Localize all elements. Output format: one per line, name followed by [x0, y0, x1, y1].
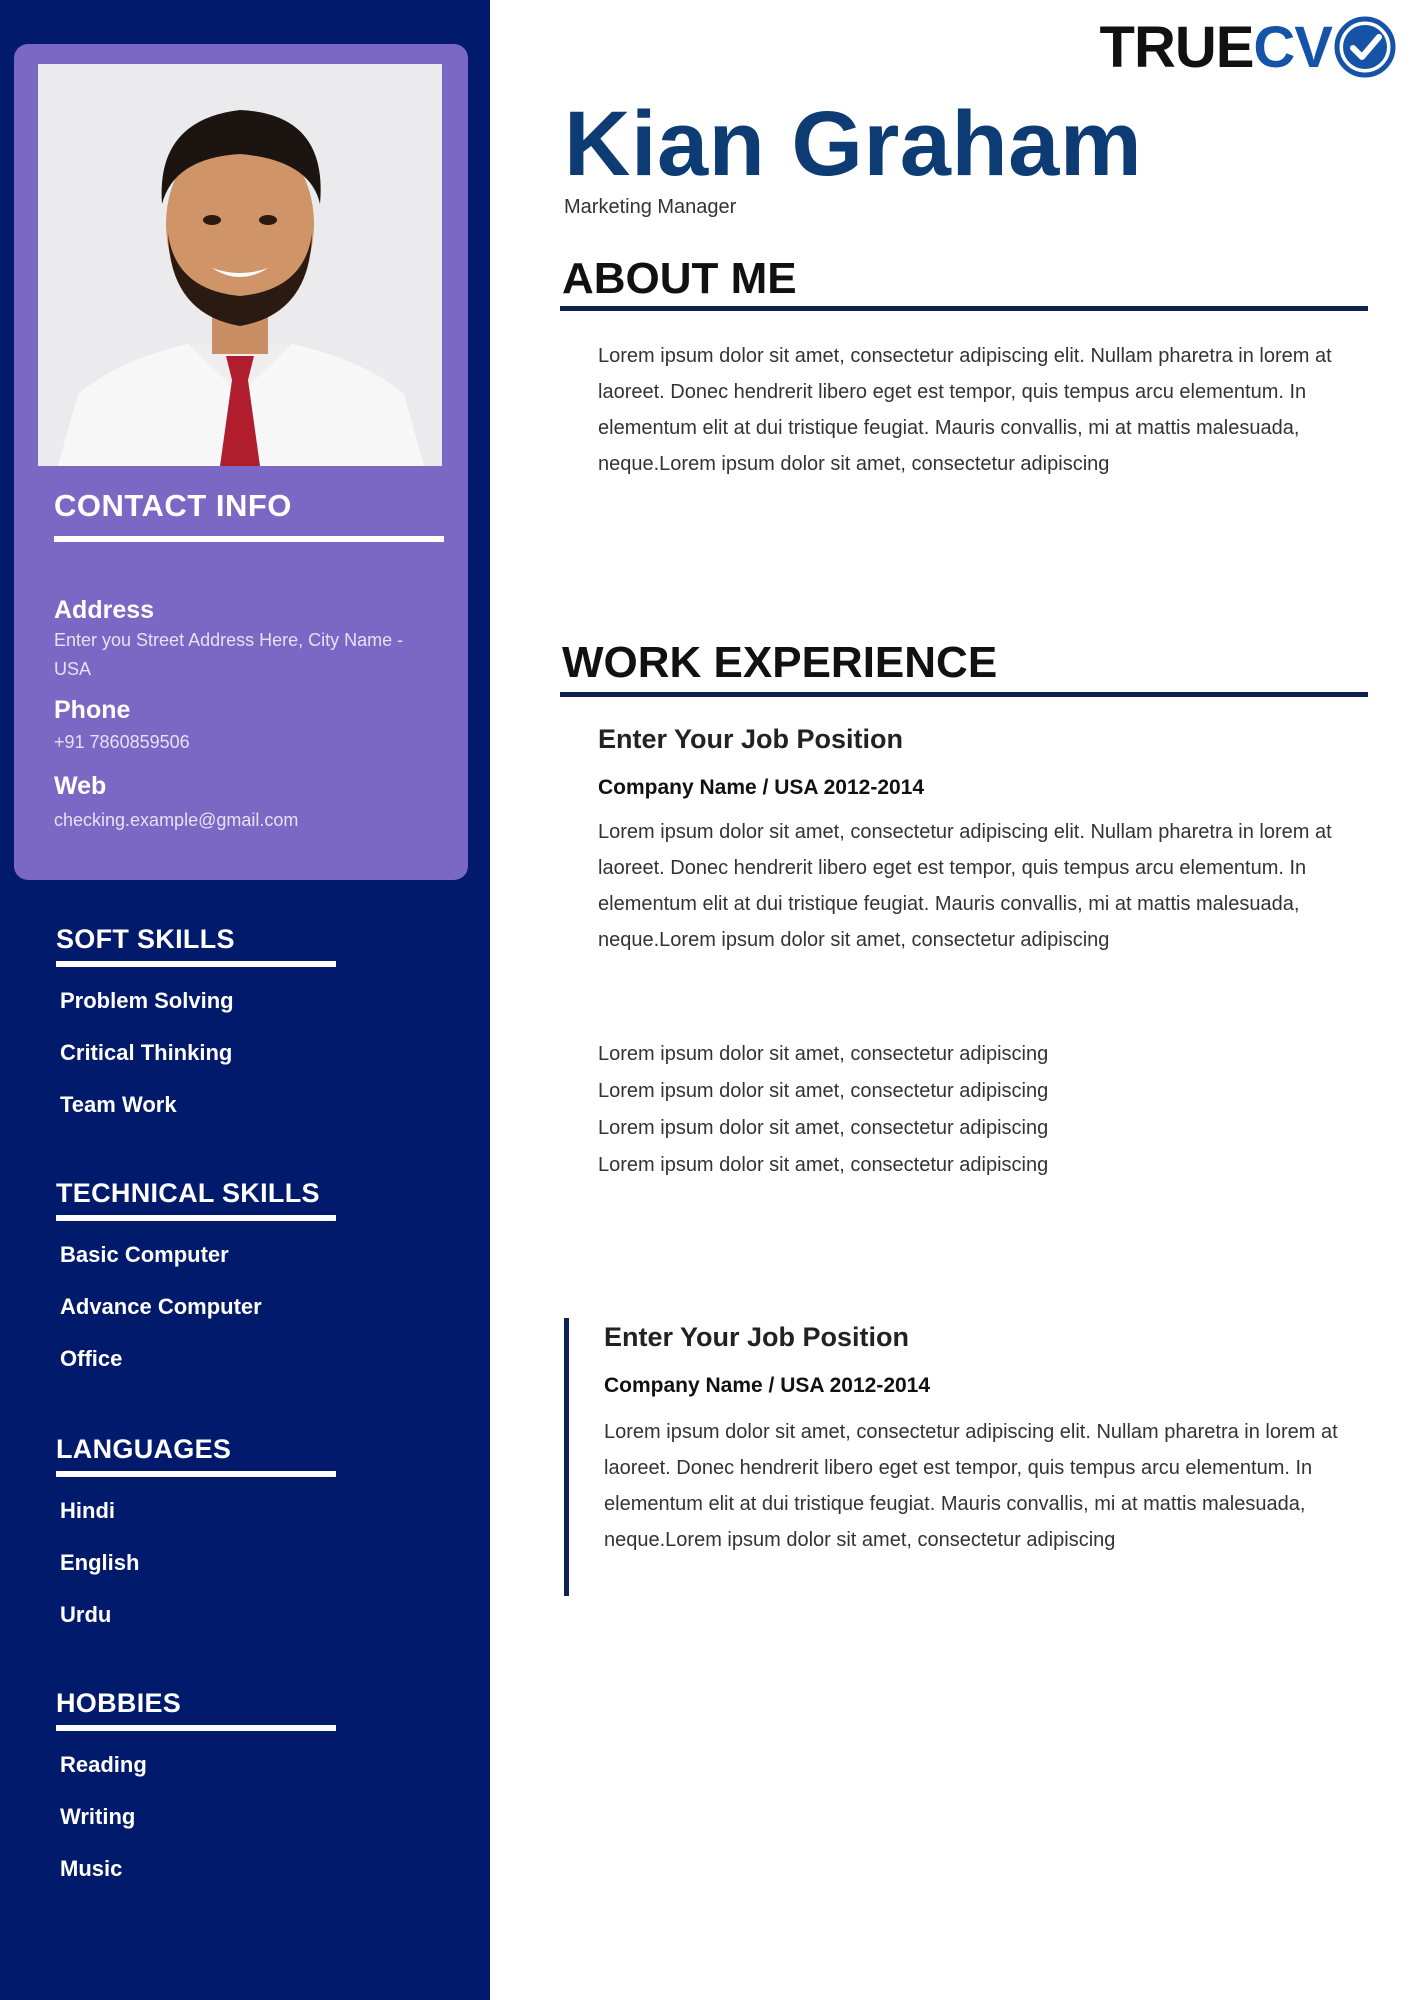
soft-skills-section [56, 924, 336, 1131]
contact-info-title: CONTACT INFO [54, 488, 292, 523]
soft-skill-item: Critical Thinking [60, 1040, 233, 1065]
address-value: Enter you Street Address Here, City Name - USA [54, 630, 404, 679]
hobbies-rule [56, 1725, 336, 1731]
hobbies-section [56, 1688, 336, 1895]
languages-title: LANGUAGES [56, 1434, 232, 1464]
job-position: Enter Your Job Position [598, 724, 904, 754]
truecv-logo [1100, 12, 1396, 82]
job-accent-bar [564, 1318, 569, 1596]
sidebar [0, 0, 490, 2000]
job-detail-line: Lorem ipsum dolor sit amet, consectetur adipiscing [598, 1154, 1049, 1176]
candidate-name: Kian Graham [564, 93, 1143, 195]
phone-label: Phone [54, 696, 131, 724]
candidate-title: Marketing Manager [564, 196, 737, 218]
job-description: Lorem ipsum dolor sit amet, consectetur adipiscing elit. Nullam pharetra in lorem at laoreet. Donec hendrerit libero eget est tempor, quis tempus arcu elementum. In elementum elit at dui tristique feugiat. Mauris convallis, mi at mattis malesuada, neque.Lorem ipsum dolor sit amet, consectetur adipiscing [598, 821, 1332, 951]
job-detail-line: Lorem ipsum dolor sit amet, consectetur adipiscing [598, 1080, 1049, 1102]
web-value: checking.example@gmail.com [54, 810, 299, 830]
check-circle-icon [1334, 16, 1396, 78]
job-company: Company Name / USA 2012-2014 [604, 1374, 931, 1397]
technical-skills-rule [56, 1215, 336, 1221]
job-position: Enter Your Job Position [604, 1322, 910, 1352]
soft-skill-item: Problem Solving [60, 988, 234, 1013]
brand-cv-text: CV [1253, 14, 1332, 80]
soft-skills-title: SOFT SKILLS [56, 924, 235, 954]
brand-true-text: TRUE [1099, 14, 1254, 80]
web-label: Web [54, 772, 107, 800]
hobby-item: Music [60, 1856, 123, 1881]
hobby-item: Reading [60, 1752, 147, 1777]
job-detail-line: Lorem ipsum dolor sit amet, consectetur adipiscing [598, 1117, 1049, 1139]
hobbies-title: HOBBIES [56, 1688, 182, 1718]
technical-skills-section [56, 1178, 336, 1385]
soft-skills-rule [56, 961, 336, 967]
job-detail-list [598, 1036, 1048, 1184]
job-company: Company Name / USA 2012-2014 [598, 776, 925, 799]
about-me-text: Lorem ipsum dolor sit amet, consectetur adipiscing elit. Nullam pharetra in lorem at laoreet. Donec hendrerit libero eget est tempor, quis tempus arcu elementum. In elementum elit at dui tristique feugiat. Mauris convallis, mi at mattis malesuada, neque.Lorem ipsum dolor sit amet, consectetur adipiscing [598, 345, 1332, 475]
languages-section [56, 1434, 336, 1641]
language-item: Hindi [60, 1498, 115, 1523]
technical-skills-title: TECHNICAL SKILLS [56, 1178, 320, 1208]
job-detail-line: Lorem ipsum dolor sit amet, consectetur adipiscing [598, 1043, 1049, 1065]
address-label: Address [54, 596, 155, 624]
contact-card [14, 44, 468, 880]
about-me-title: ABOUT ME [562, 254, 797, 303]
languages-rule [56, 1471, 336, 1477]
soft-skill-item: Team Work [60, 1092, 177, 1117]
technical-skill-item: Basic Computer [60, 1242, 229, 1267]
hobby-item: Writing [60, 1804, 136, 1829]
work-experience-rule [560, 692, 1368, 697]
about-me-rule [560, 306, 1368, 311]
phone-value: +91 7860859506 [54, 732, 190, 752]
technical-skill-item: Office [60, 1346, 123, 1371]
contact-info-rule [54, 536, 444, 542]
language-item: English [60, 1550, 140, 1575]
job-description: Lorem ipsum dolor sit amet, consectetur adipiscing elit. Nullam pharetra in lorem at laoreet. Donec hendrerit libero eget est tempor, quis tempus arcu elementum. In elementum elit at dui tristique feugiat. Mauris convallis, mi at mattis malesuada, neque.Lorem ipsum dolor sit amet, consectetur adipiscing [604, 1421, 1338, 1551]
work-experience-title: WORK EXPERIENCE [562, 638, 998, 687]
technical-skill-item: Advance Computer [60, 1294, 262, 1319]
language-item: Urdu [60, 1602, 112, 1627]
profile-photo [38, 64, 442, 466]
